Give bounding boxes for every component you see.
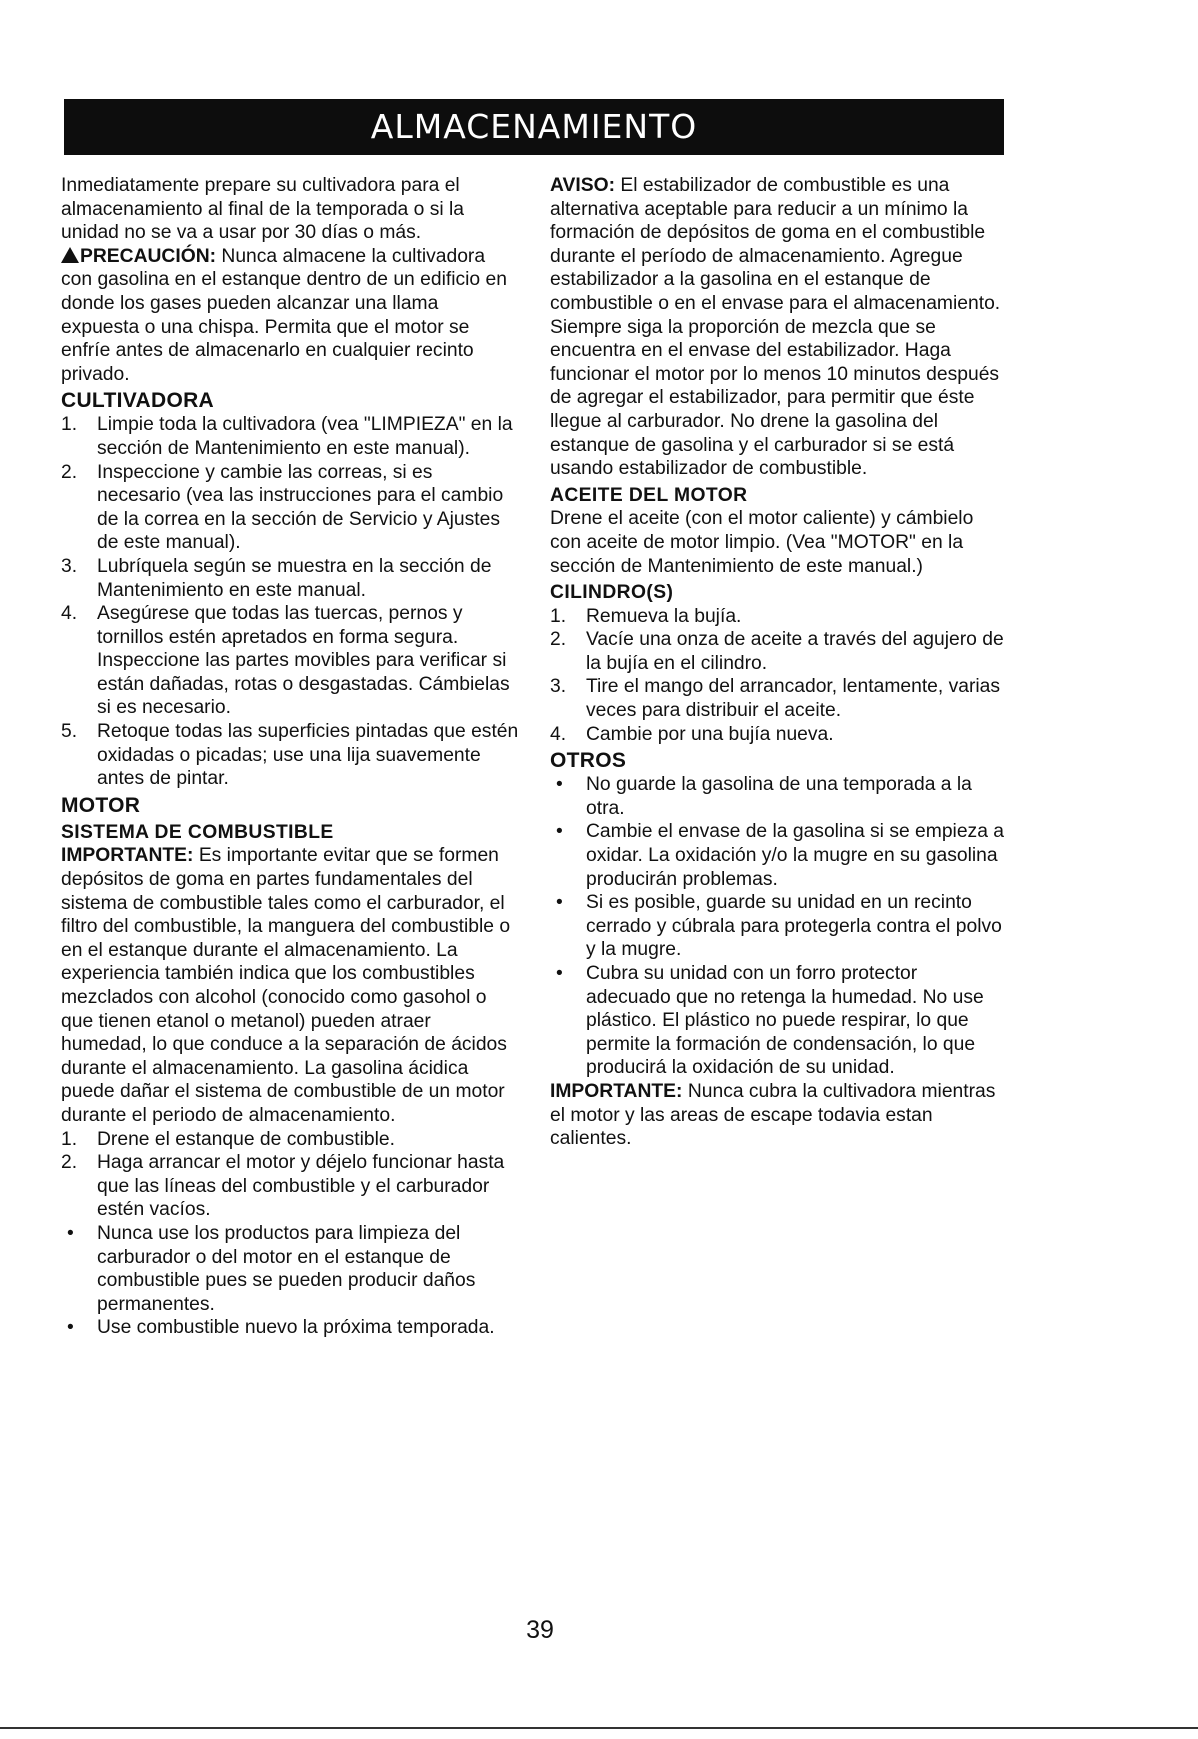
sistema-combustible-heading: SISTEMA DE COMBUSTIBLE <box>61 821 334 843</box>
section-banner: ALMACENAMIENTO <box>64 99 1004 155</box>
bullet-icon: • <box>67 1222 74 1244</box>
list-item: • Nunca use los productos para limpieza del carburador o del motor en el estanque de combustible pues se pueden producir daños permanentes. <box>67 1222 476 1315</box>
left-column <box>61 174 521 1340</box>
list-item: • Use combustible nuevo la próxima temporada. <box>67 1317 495 1339</box>
list-item: 3. Tire el mango del arrancador, lentamente, varias veces para distribuir el aceite. <box>550 676 1001 722</box>
list-item: 2. Haga arrancar el motor y déjelo funcionar hasta que las líneas del combustible y el carburador estén vacíos. <box>61 1152 505 1221</box>
importante-label: IMPORTANTE: <box>61 845 194 867</box>
page-number: 39 <box>526 1616 554 1644</box>
cultivadora-heading: CULTIVADORA <box>61 389 215 413</box>
cilindros-list <box>550 605 1005 747</box>
bullet-icon: • <box>556 963 563 984</box>
cilindros-heading: CILINDRO(S) <box>550 582 674 604</box>
list-item: 1. Drene el estanque de combustible. <box>61 1128 395 1150</box>
bullet-icon: • <box>556 821 563 843</box>
list-item: • Cambie el envase de la gasolina si se empieza a oxidar. La oxidación y/o la mugre en su gasolina producirán problemas. <box>556 821 1005 890</box>
list-item: 1. Limpie toda la cultivadora (vea "LIMPIEZA" en la sección de Mantenimiento en este manual). <box>61 414 513 459</box>
list-item: • Cubra su unidad con un forro protector adecuado que no retenga la humedad. No use plástico. El plástico no puede respirar, lo que permite la formación de condensación, lo que producirá la oxidación de su unidad. <box>556 963 984 1079</box>
list-item: 5. Retoque todas las superficies pintadas que estén oxidadas o picadas; use una lija suavemente antes de pintar. <box>61 721 519 790</box>
list-item: 2. Vacíe una onza de aceite a través del agujero de la bujía en el cilindro. <box>550 629 1004 674</box>
importante-paragraph <box>61 844 521 1127</box>
list-item: 2. Inspeccione y cambie las correas, si es necesario (vea las instrucciones para el cambio de la correa en la sección de Servicio y Ajustes de este manual). <box>61 461 504 554</box>
list-item: 1. Remueva la bujía. <box>550 605 742 627</box>
list-item: 4. Cambie por una bujía nueva. <box>550 723 834 745</box>
bullet-icon: • <box>556 892 563 914</box>
precaucion-label: PRECAUCIÓN: <box>80 245 217 267</box>
list-item: 3. Lubríquela según se muestra en la sección de Mantenimiento en este manual. <box>61 555 492 601</box>
motor-heading: MOTOR <box>61 793 141 817</box>
motor-bullets-list <box>61 1222 521 1340</box>
importante-text: Es importante evitar que se formen depósitos de goma en partes fundamentales del sistema de combustible tales como el carburador, el filtro del combustible, la manguera del combustible o en el estanque durante el almacenamiento. La experiencia también indica que los combustibles mezclados con alcohol (conocido como gasohol o que tienen etanol o metanol) pueden atraer humedad, lo que conduce a la separación de ácidos durante el almacenamiento. La gasolina ácidica puede dañar el sistema de combustible de un motor durante el periodo de almacenamiento. <box>61 845 511 1126</box>
list-item: 4. Asegúrese que todas las tuercas, pernos y tornillos estén apretados en forma segura. Inspeccione las partes movibles para verificar si están dañadas, rotas o desgastadas. Cámbielas si es necesario. <box>61 603 510 719</box>
aviso-text: El estabilizador de combustible es una alternativa aceptable para reducir a un mínimo la formación de depósitos de goma en el combustible durante el período de almacenamiento. Agregue estabilizador a la gasolina en el estanque de combustible o en el envase para el almacenamiento. Siempre siga la proporción de mezcla que se encuentra en el envase del estabilizador. Haga funcionar el motor por lo menos 10 minutos después de agregar el estabilizador, para permitir que éste llegue al carburador. No drene la gasolina del estanque de gasolina y el carburador si se está usando estabilizador de combustible. <box>550 175 1001 480</box>
warning-triangle-icon <box>61 247 79 263</box>
list-item: • Si es posible, guarde su unidad en un recinto cerrado y cúbrala para protegerla contra el polvo y la mugre. <box>556 892 1002 961</box>
cultivadora-list <box>61 413 521 791</box>
importante-final-paragraph <box>550 1080 1005 1151</box>
bullet-icon: • <box>67 1317 74 1339</box>
aceite-paragraph: Drene el aceite (con el motor caliente) y cámbielo con aceite de motor limpio. (Vea "MOTOR" en la sección de Mantenimiento de este manual.) <box>550 508 974 577</box>
bullet-icon: • <box>556 774 563 796</box>
aceite-heading: ACEITE DEL MOTOR <box>550 484 748 506</box>
otros-heading: OTROS <box>550 749 627 773</box>
intro-paragraph: Inmediatamente prepare su cultivadora para el almacenamiento al final de la temporada o si la unidad no se va a usar por 30 días o más. <box>61 175 464 244</box>
right-column <box>550 174 1005 1151</box>
importante-text: Nunca cubra la cultivadora mientras el motor y las areas de escape todavia estan calientes. <box>550 1080 996 1150</box>
otros-list <box>550 773 1005 1080</box>
motor-steps-list <box>61 1128 521 1222</box>
list-item: • No guarde la gasolina de una temporada a la otra. <box>556 774 972 819</box>
precaucion-paragraph <box>61 245 521 387</box>
precaucion-text: Nunca almacene la cultivadora con gasolina en el estanque dentro de un edificio en donde los gases pueden alcanzar una llama expuesta o una chispa. Permita que el motor se enfríe antes de almacenarlo en cualquier recinto privado. <box>61 245 507 385</box>
aviso-label: AVISO: <box>550 175 615 196</box>
importante-label: IMPORTANTE: <box>550 1080 683 1102</box>
bottom-divider <box>0 1727 1198 1729</box>
aviso-paragraph <box>550 174 1005 481</box>
